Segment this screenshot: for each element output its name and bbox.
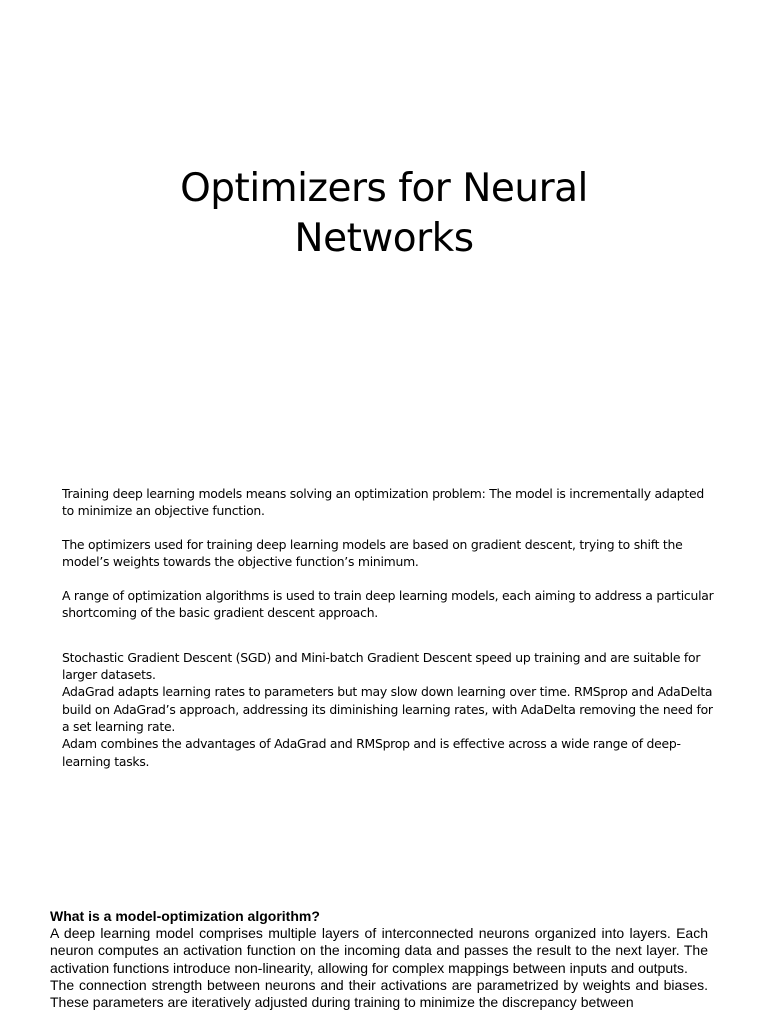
article-paragraph: A deep learning model comprises multiple layers of interconnected neurons organized into layers. Each neuron computes an activation function on the incoming data and passes the result to the next layer. The activation functions introduce non-linearity, allowing for complex mappings between inputs and outputs. (50, 925, 708, 976)
key-points (62, 649, 714, 770)
article-section (50, 908, 708, 1011)
summary-paragraph: A range of optimization algorithms is used to train deep learning models, each aiming to address a particular shortcoming of the basic gradient descent approach. (62, 588, 714, 621)
slide-title-line: Optimizers for Neural (180, 166, 588, 211)
article-heading: What is a model-optimization algorithm? (50, 908, 320, 924)
summary-paragraph: The optimizers used for training deep learning models are based on gradient descent, trying to shift the model’s weights towards the objective function’s minimum. (62, 536, 683, 569)
slide-title (84, 164, 684, 264)
article-paragraph: The connection strength between neurons and their activations are parametrized by weights and biases. These parameters are iteratively adjusted during training to minimize the discrepancy between (50, 976, 708, 1011)
key-point: AdaGrad adapts learning rates to parameters but may slow down learning over time. RMSprop and AdaDelta build on AdaGrad’s approach, addressing its diminishing learning rates, with AdaDelta removing the need for a set learning rate. (62, 684, 713, 734)
slide-title-line: Networks (294, 216, 474, 261)
key-point: Stochastic Gradient Descent (SGD) and Mini-batch Gradient Descent speed up training and are suitable for larger datasets. (62, 649, 701, 683)
summary-section (62, 485, 714, 770)
summary-paragraph: Training deep learning models means solving an optimization problem: The model is incrementally adapted to minimize an objective function. (62, 486, 705, 519)
key-point: Adam combines the advantages of AdaGrad and RMSprop and is effective across a wide range of deep-learning tasks. (62, 736, 681, 769)
